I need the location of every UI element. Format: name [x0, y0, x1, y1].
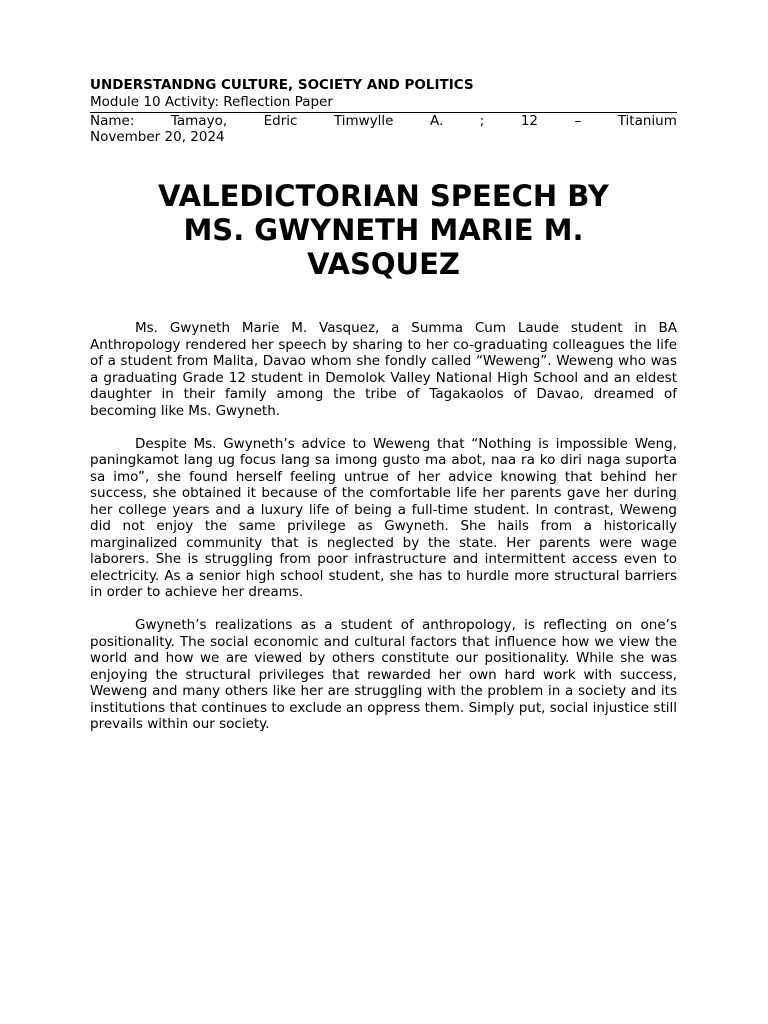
body-paragraph-1: Ms. Gwyneth Marie M. Vasquez, a Summa Cum Laude student in BA Anthropology rendered her speech by sharing to her co-graduating colleagues the life of a student from Malita, Davao whom she fondly called “Weweng”. Weweng who was a graduating Grade 12 student in Demolok Valley National High School and an eldest daughter in their family among the tribe of Tagakaolos of Davao, dreamed of becoming like Ms. Gwyneth.	[90, 320, 677, 419]
section-dash: –	[574, 113, 582, 129]
document-page	[90, 76, 677, 749]
name-label: Name:	[90, 113, 135, 129]
name-first: Edric	[263, 113, 298, 129]
body-paragraph-3: Gwyneth’s realizations as a student of anthropology, is reflecting on one’s positionality. The social economic and cultural factors that influence how we view the world and how we are viewed by others constitute our positionality. While she was enjoying the structural privileges that rewarded her own hard work with success, Weweng and many others like her are struggling with the problem in a society and its institutions that continues to exclude an oppress them. Simply put, social injustice still prevails within our society.	[90, 617, 677, 732]
name-surname: Tamayo,	[170, 113, 228, 129]
document-body	[90, 320, 677, 733]
student-name-line	[90, 113, 677, 129]
course-title: UNDERSTANDNG CULTURE, SOCIETY AND POLITICS	[90, 77, 474, 93]
section-name: Titanium	[617, 113, 677, 129]
name-separator: ;	[479, 113, 485, 129]
date-label: November 20, 2024	[90, 129, 225, 145]
name-second: Timwylle	[333, 113, 394, 129]
name-initial: A.	[429, 113, 444, 129]
module-label: Module 10 Activity: Reflection Paper	[90, 94, 333, 110]
page-title: VALEDICTORIAN SPEECH BY MS. GWYNETH MARIE M. VASQUEZ	[158, 179, 609, 281]
body-paragraph-2: Despite Ms. Gwyneth’s advice to Weweng that “Nothing is impossible Weng, paningkamot lang ug focus lang sa imong gusto ma abot, naa ra ko diri naga suporta sa imo”, she found herself feeling untrue of her advice knowing that behind her success, she obtained it because of the comfortable life her parents gave her during her college years and a luxury life of being a full-time student. In contrast, Weweng did not enjoy the same privilege as Gwyneth. She hails from a historically marginalized community that is neglected by the state. Her parents were wage laborers. She is struggling from poor infrastructure and intermittent access even to electricity. As a senior high school student, she has to hurdle more structural barriers in order to achieve her dreams.	[90, 435, 677, 600]
grade-level: 12	[520, 113, 538, 129]
